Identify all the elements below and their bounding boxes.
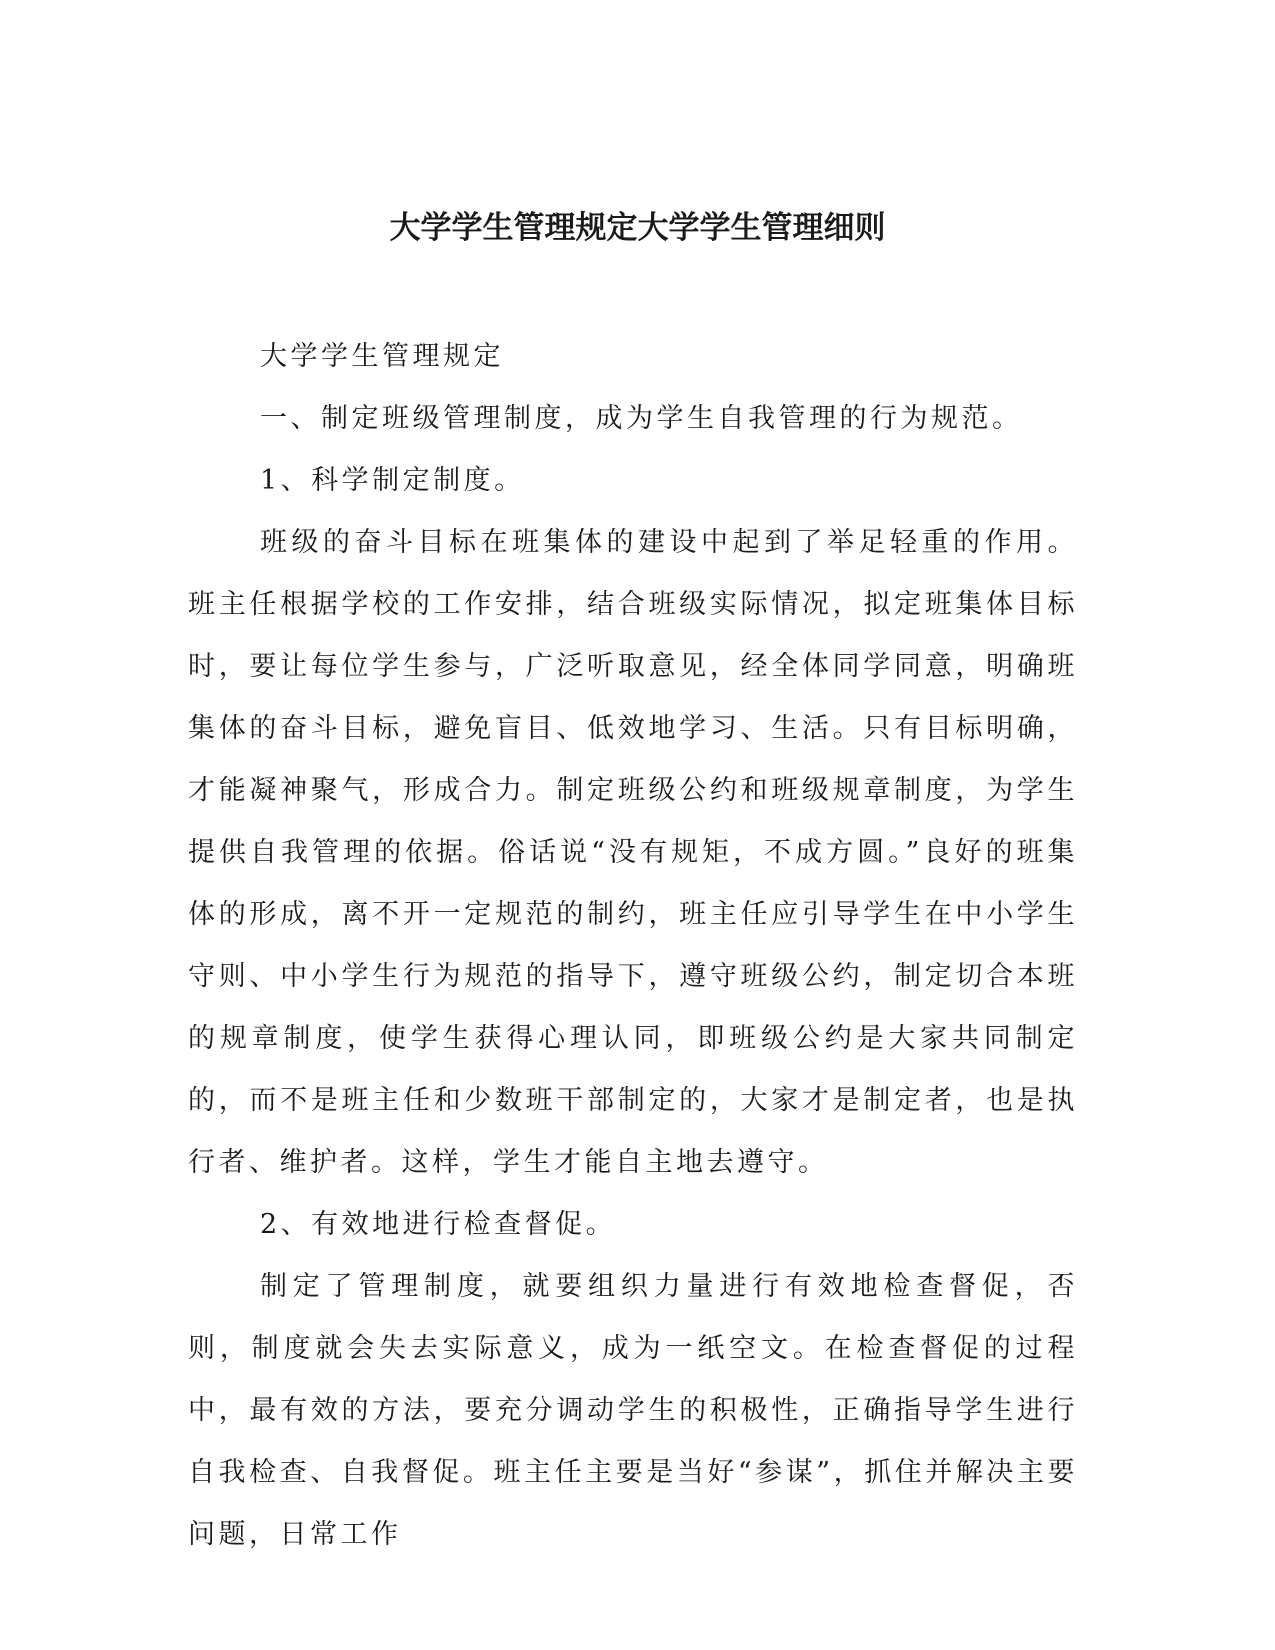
item-heading: 2、有效地进行检查督促。: [260, 1209, 617, 1240]
item-heading: 1、科学制定制度。: [260, 465, 525, 496]
document-body: [188, 326, 1078, 1566]
document-title: 大学学生管理规定大学学生管理细则: [389, 210, 886, 246]
body-paragraph: 制定了管理制度，就要组织力量进行有效地检查督促，否则，制度就会失去实际意义，成为一纸空文。在检查督促的过程中，最有效的方法，要充分调动学生的积极性，正确指导学生进行自我检查、自我督促。班主任主要是当好“参谋”，抓住并解决主要问题，日常工作: [188, 1271, 1078, 1550]
body-paragraph: 班级的奋斗目标在班集体的建设中起到了举足轻重的作用。班主任根据学校的工作安排，结合班级实际情况，拟定班集体目标时，要让每位学生参与，广泛听取意见，经全体同学同意，明确班集体的奋斗目标，避免盲目、低效地学习、生活。只有目标明确，才能凝神聚气，形成合力。制定班级公约和班级规章制度，为学生提供自我管理的依据。俗话说“没有规矩，不成方圆。”良好的班集体的形成，离不开一定规范的制约，班主任应引导学生在中小学生守则、中小学生行为规范的指导下，遵守班级公约，制定切合本班的规章制度，使学生获得心理认同，即班级公约是大家共同制定的，而不是班主任和少数班干部制定的，大家才是制定者，也是执行者、维护者。这样，学生才能自主地去遵守。: [188, 527, 1078, 1178]
section-heading: 大学学生管理规定: [260, 341, 504, 372]
section-subheading: 一、制定班级管理制度，成为学生自我管理的行为规范。: [260, 403, 1023, 434]
